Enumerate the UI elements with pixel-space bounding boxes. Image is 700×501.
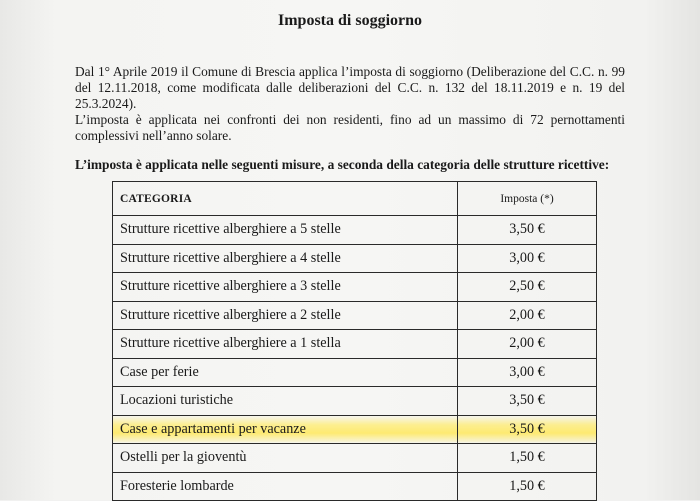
header-tax: Imposta (*) (458, 182, 597, 216)
row-tax: 2,50 € (458, 273, 597, 302)
row-category: Ostelli per la gioventù (113, 444, 458, 473)
row-category: Strutture ricettive alberghiere a 4 stelle (113, 244, 458, 273)
row-tax: 3,00 € (458, 244, 597, 273)
table-row (113, 216, 597, 245)
row-category: Strutture ricettive alberghiere a 5 stelle (113, 216, 458, 245)
table-row (113, 330, 597, 359)
intro-paragraph-2: L’imposta è applicata nei confronti dei non residenti, fino ad un massimo di 72 pernottamenti complessivi nell’anno solare. (75, 112, 625, 143)
row-tax: 2,00 € (458, 301, 597, 330)
table-row (113, 387, 597, 416)
row-category: Case per ferie (113, 358, 458, 387)
tax-rates-table (112, 181, 597, 501)
intro-text (75, 64, 625, 144)
row-category: Case e appartamenti per vacanze (113, 415, 458, 444)
row-category: Strutture ricettive alberghiere a 2 stelle (113, 301, 458, 330)
row-tax: 2,00 € (458, 330, 597, 359)
row-category: Locazioni turistiche (113, 387, 458, 416)
intro-paragraph-1: Dal 1° Aprile 2019 il Comune di Brescia applica l’imposta di soggiorno (Deliberazione del C.C. n. 99 del 12.11.2018, come modificata dalle deliberazioni del C.C. n. 132 del 18.11.2019 e n. 19 del 25.3.2024). (75, 64, 625, 111)
table-row (113, 273, 597, 302)
row-category: Foresterie lombarde (113, 472, 458, 501)
header-category: CATEGORIA (113, 182, 458, 216)
table-intro: L’imposta è applicata nelle seguenti misure, a seconda della categoria delle strutture ricettive: (75, 157, 610, 172)
table-row (113, 358, 597, 387)
row-tax: 3,50 € (458, 415, 597, 444)
table-row-highlighted (113, 415, 597, 444)
row-tax: 1,50 € (458, 472, 597, 501)
table-row (113, 472, 597, 501)
page-title: Imposta di soggiorno (277, 12, 423, 29)
table-row (113, 244, 597, 273)
row-tax: 1,50 € (458, 444, 597, 473)
row-category: Strutture ricettive alberghiere a 1 stella (113, 330, 458, 359)
row-tax: 3,50 € (458, 387, 597, 416)
table-row (113, 301, 597, 330)
table-header-row (113, 182, 597, 216)
row-category: Strutture ricettive alberghiere a 3 stelle (113, 273, 458, 302)
row-tax: 3,50 € (458, 216, 597, 245)
row-tax: 3,00 € (458, 358, 597, 387)
table-row (113, 444, 597, 473)
